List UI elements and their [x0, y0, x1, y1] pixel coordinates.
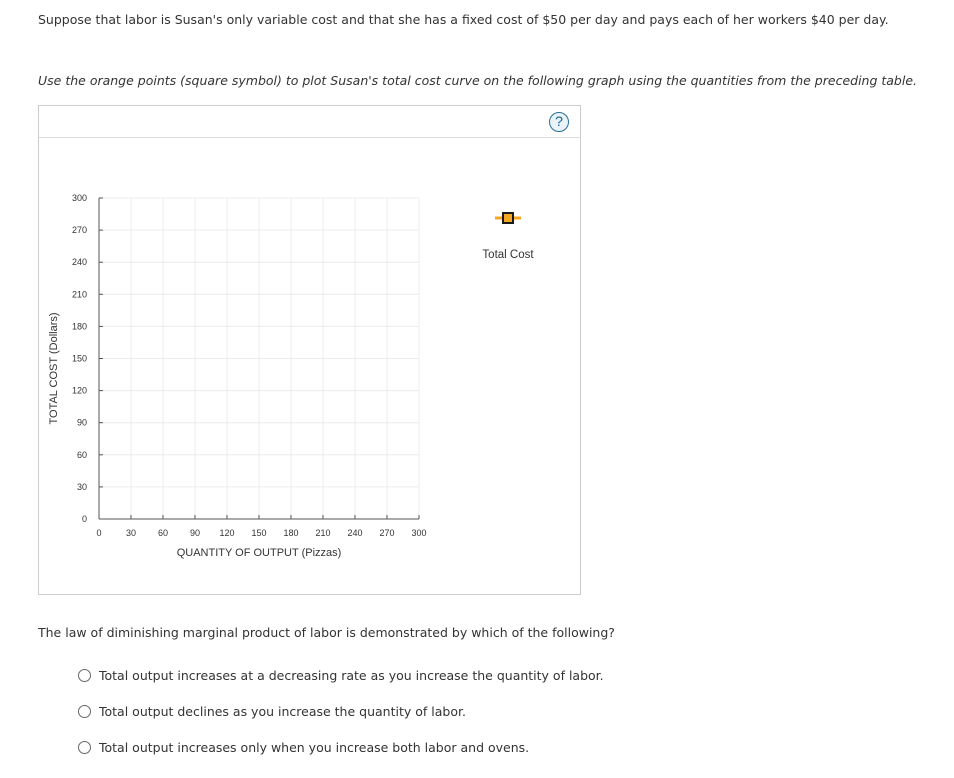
x-tick-label: 270 — [379, 528, 395, 538]
x-tick-label: 240 — [347, 528, 363, 538]
x-tick-label: 150 — [251, 528, 267, 538]
radio-button[interactable] — [78, 741, 91, 754]
x-tick-label: 300 — [411, 528, 427, 538]
answer-options — [78, 667, 604, 775]
graph-instruction-text: Use the orange points (square symbol) to plot Susan's total cost curve on the following graph using the quantities from the preceding table. — [38, 73, 918, 88]
y-tick-label: 180 — [71, 321, 87, 332]
y-tick-label: 240 — [71, 257, 87, 268]
y-tick-label: 90 — [76, 417, 87, 428]
y-tick-label: 270 — [71, 225, 87, 236]
x-tick-label: 210 — [315, 528, 331, 538]
y-tick-label: 60 — [76, 449, 87, 460]
answer-option-1[interactable] — [78, 667, 604, 683]
y-axis-title: TOTAL COST (Dollars) — [48, 312, 60, 425]
legend-square-marker — [503, 213, 513, 223]
graph-panel — [38, 105, 581, 595]
x-tick-label: 30 — [125, 528, 137, 538]
problem-intro-text: Suppose that labor is Susan's only variable cost and that she has a fixed cost of $50 per day and pays each of her workers $40 per day. — [38, 12, 889, 27]
y-tick-label: 0 — [81, 514, 87, 524]
legend-label: Total Cost — [482, 249, 534, 261]
help-button[interactable]: ? — [549, 112, 569, 132]
answer-option-label: Total output declines as you increase the quantity of labor. — [99, 703, 466, 719]
y-tick-label: 300 — [71, 193, 87, 203]
y-tick-label: 210 — [71, 289, 87, 300]
x-tick-label: 90 — [189, 528, 201, 538]
x-tick-label: 60 — [157, 528, 169, 538]
answer-option-label: Total output increases only when you increase both labor and ovens. — [99, 739, 530, 755]
x-tick-label: 0 — [96, 528, 102, 538]
answer-option-2[interactable] — [78, 703, 604, 719]
x-axis-title: QUANTITY OF OUTPUT (Pizzas) — [176, 547, 342, 559]
answer-option-3[interactable] — [78, 739, 604, 755]
y-tick-label: 120 — [71, 385, 87, 396]
y-tick-label: 150 — [71, 353, 87, 364]
total-cost-chart[interactable] — [39, 106, 580, 594]
answer-option-label: Total output increases at a decreasing rate as you increase the quantity of labor. — [99, 667, 604, 683]
x-tick-label: 180 — [283, 528, 299, 538]
radio-button[interactable] — [78, 669, 91, 682]
y-tick-label: 30 — [76, 481, 87, 492]
radio-button[interactable] — [78, 705, 91, 718]
question-text: The law of diminishing marginal product of labor is demonstrated by which of the following? — [38, 625, 615, 640]
x-tick-label: 120 — [219, 528, 235, 538]
